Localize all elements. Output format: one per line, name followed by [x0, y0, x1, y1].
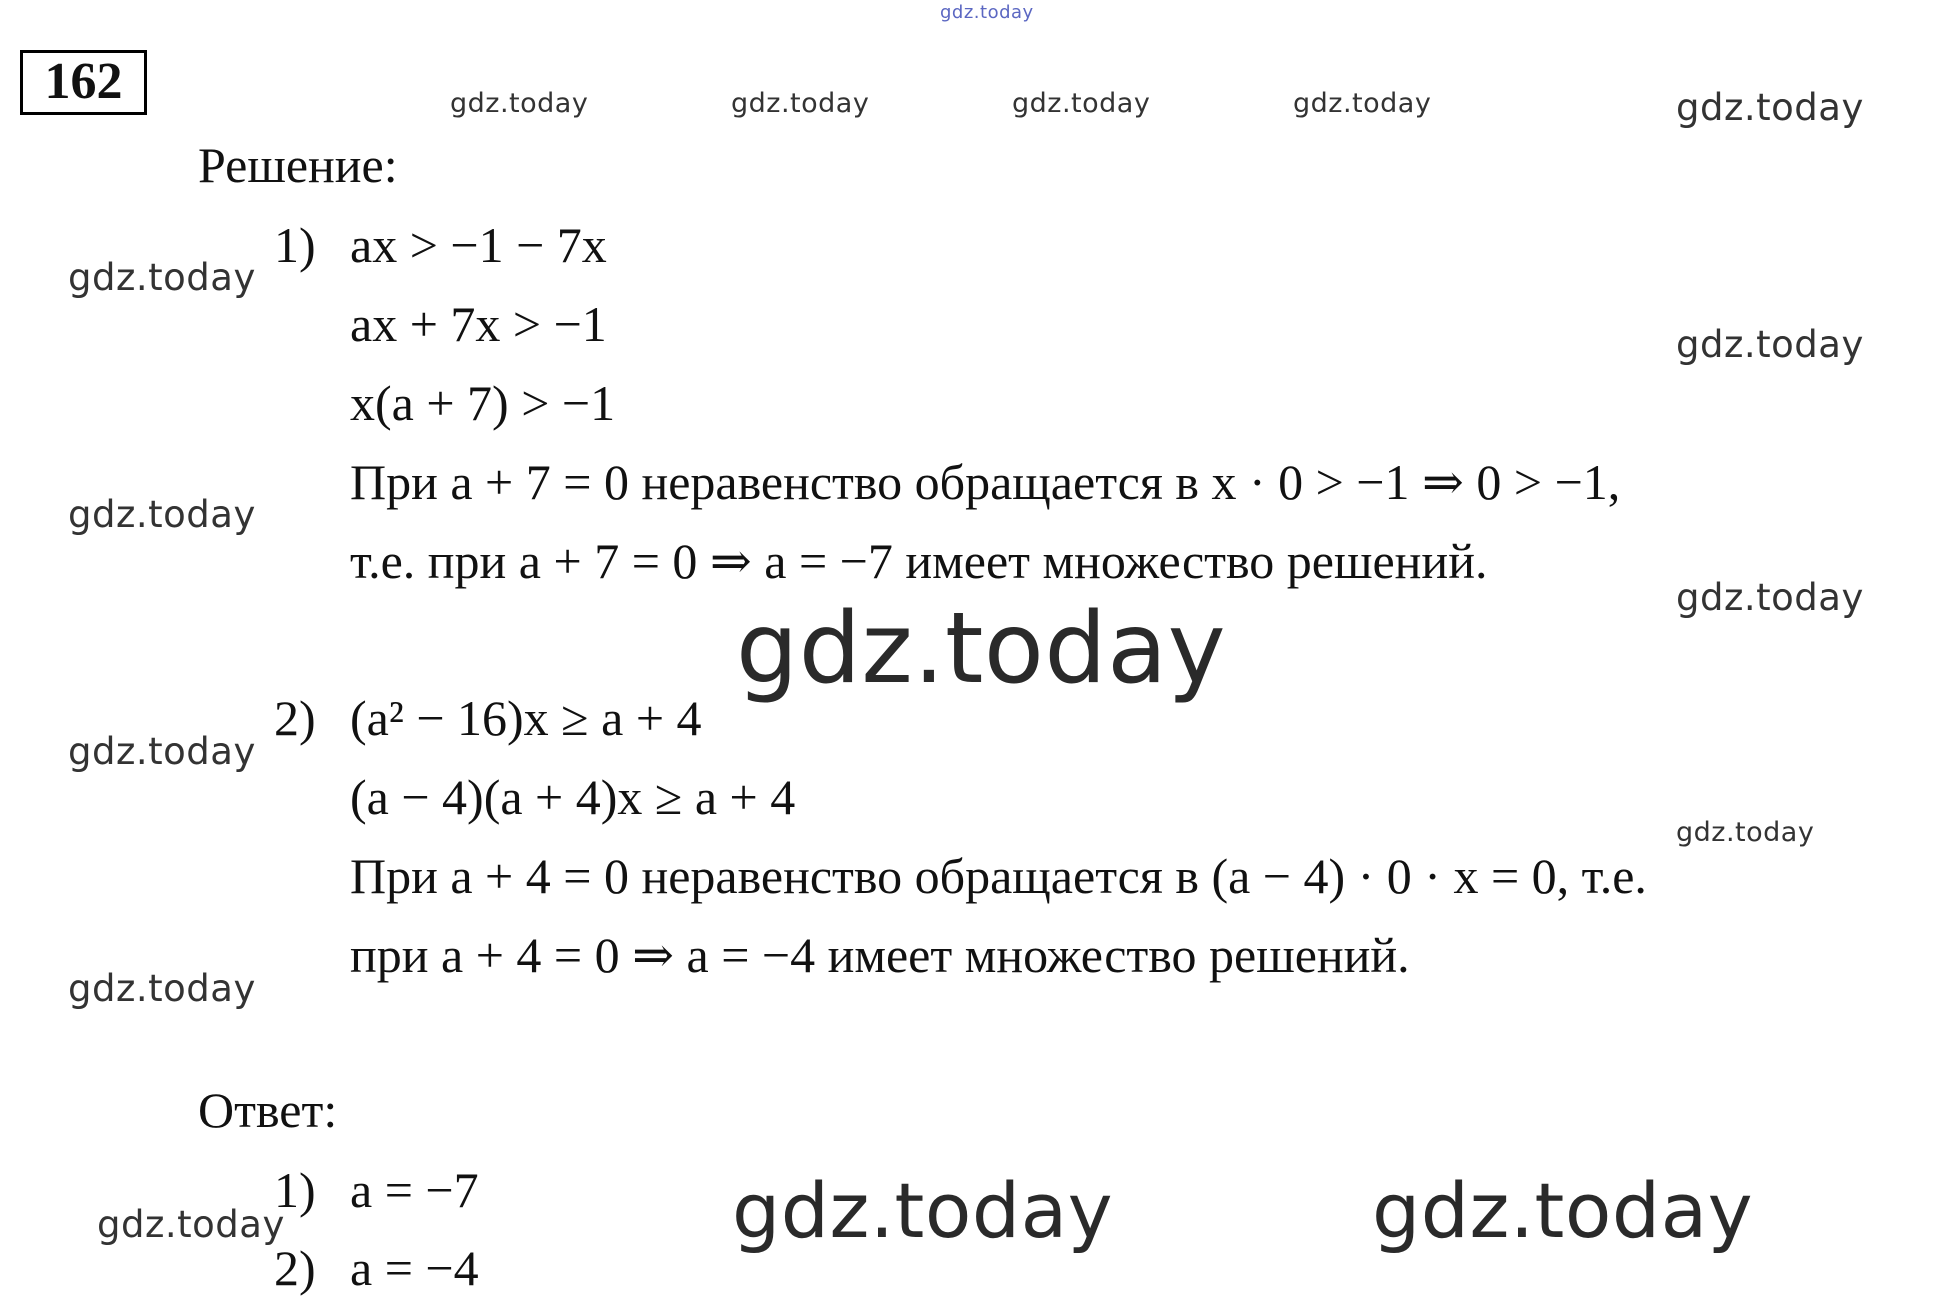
watermark: gdz.today	[68, 730, 256, 773]
watermark: gdz.today	[1293, 88, 1432, 119]
watermark: gdz.today	[450, 88, 589, 119]
part-2-label: 2)	[274, 690, 316, 746]
watermark: gdz.today	[1676, 86, 1864, 129]
watermark: gdz.today	[1676, 323, 1864, 366]
part-2-line: (a − 4)(a + 4)x ≥ a + 4	[350, 769, 796, 825]
watermark: gdz.today	[731, 88, 870, 119]
watermark: gdz.today	[1676, 817, 1815, 848]
watermark: gdz.today	[732, 1166, 1114, 1255]
watermark: gdz.today	[68, 493, 256, 536]
solution-heading: Решение:	[198, 137, 398, 193]
problem-number: 162	[20, 50, 147, 115]
part-2-line: (a² − 16)x ≥ a + 4	[350, 690, 702, 746]
watermark: gdz.today	[736, 592, 1227, 706]
watermark: gdz.today	[97, 1203, 285, 1246]
part-1-line: x(a + 7) > −1	[350, 375, 616, 431]
answer-1-label: 1)	[274, 1162, 316, 1218]
part-2-line: при a + 4 = 0 ⇒ a = −4 имеет множество решений.	[350, 927, 1410, 983]
part-1-line: ax > −1 − 7x	[350, 217, 607, 273]
part-1-line: При a + 7 = 0 неравенство обращается в x · 0 > −1 ⇒ 0 > −1,	[350, 454, 1621, 510]
watermark: gdz.today	[68, 256, 256, 299]
watermark: gdz.today	[940, 2, 1034, 23]
part-1-label: 1)	[274, 217, 316, 273]
part-2-line: При a + 4 = 0 неравенство обращается в (a − 4) · 0 · x = 0, т.е.	[350, 848, 1647, 904]
answer-2-label: 2)	[274, 1240, 316, 1296]
part-1-line: ax + 7x > −1	[350, 296, 607, 352]
part-1-line: т.е. при a + 7 = 0 ⇒ a = −7 имеет множество решений.	[350, 533, 1488, 589]
answer-heading: Ответ:	[198, 1082, 338, 1138]
answer-1-value: a = −7	[350, 1162, 479, 1218]
watermark: gdz.today	[1012, 88, 1151, 119]
watermark: gdz.today	[68, 967, 256, 1010]
watermark: gdz.today	[1676, 576, 1864, 619]
answer-2-value: a = −4	[350, 1240, 479, 1296]
watermark: gdz.today	[1372, 1166, 1754, 1255]
